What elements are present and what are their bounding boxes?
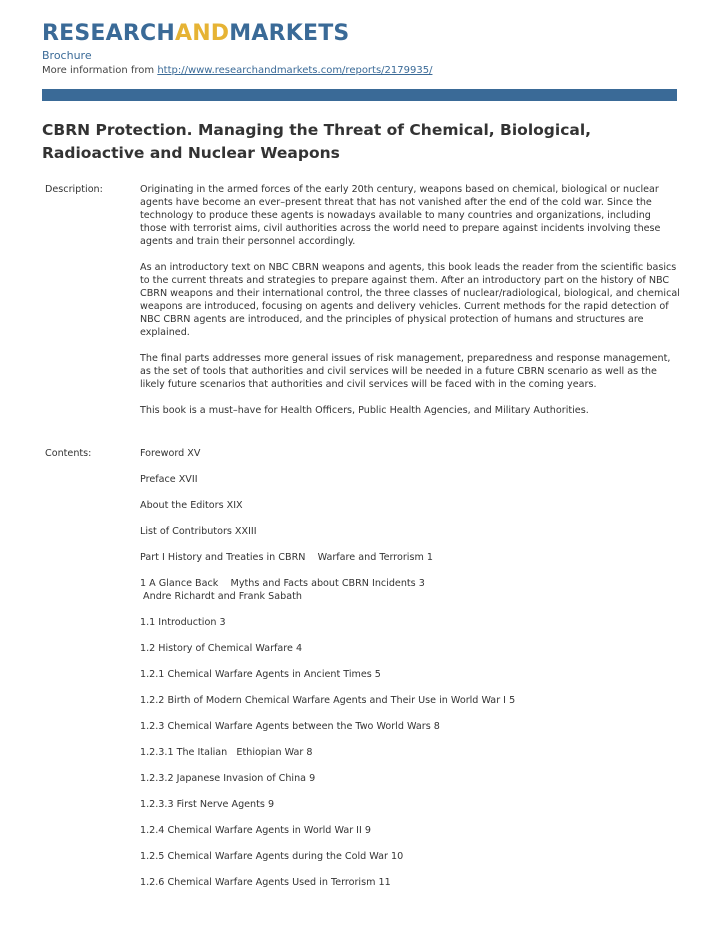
contents-entry: 1.2.3 Chemical Warfare Agents between the Two World Wars 8 xyxy=(140,721,440,732)
description-body xyxy=(140,183,680,430)
more-info-prefix: More information from xyxy=(42,65,158,76)
contents-entry: 1.2.3.3 First Nerve Agents 9 xyxy=(140,799,275,810)
contents-label: Contents: xyxy=(45,448,92,459)
description-paragraph: As an introductory text on NBC CBRN weapons and agents, this book leads the reader from the scientific basics to the current threats and strategies to prepare against them. After an introductory part on the history of NBC CBRN weapons and their international control, the three classes of nuclear/radiological, biological, and chemical weapons are introduced, focusing on agents and delivery vehicles. Current methods for the rapid detection of NBC CBRN agents are introduced, and the principles of physical protection of humans and structures are explained. xyxy=(140,262,680,338)
report-link[interactable]: http://www.researchandmarkets.com/reports/2179935/ xyxy=(157,65,433,76)
contents-entry: Preface XVII xyxy=(140,474,198,485)
description-paragraph: This book is a must–have for Health Officers, Public Health Agencies, and Military Authorities. xyxy=(140,405,589,416)
company-logo xyxy=(42,20,349,48)
contents-entry: 1 A Glance Back Myths and Facts about CBRN Incidents 3 Andre Richardt and Frank Sabath xyxy=(140,578,425,602)
contents-entry: 1.2.3.2 Japanese Invasion of China 9 xyxy=(140,773,316,784)
contents-entry: List of Contributors XXIII xyxy=(140,526,257,537)
logo-text-research: RESEARCH xyxy=(42,21,175,46)
contents-entry: Part I History and Treaties in CBRN Warfare and Terrorism 1 xyxy=(140,552,433,563)
logo-text-markets: MARKETS xyxy=(229,21,350,46)
contents-entry: About the Editors XIX xyxy=(140,500,243,511)
contents-entry: 1.2 History of Chemical Warfare 4 xyxy=(140,643,303,654)
description-paragraph: The final parts addresses more general issues of risk management, preparedness and response management, as the set of tools that authorities and civil services will be needed in a future CBRN scenario as well as the likely future scenarios that authorities and civil services will be faced with in the coming years. xyxy=(140,353,671,390)
contents-entry: 1.1 Introduction 3 xyxy=(140,617,226,628)
description-label: Description: xyxy=(45,184,103,195)
header-divider-bar xyxy=(42,89,677,101)
page-title: CBRN Protection. Managing the Threat of Chemical, Biological, Radioactive and Nuclear Weapons xyxy=(42,121,592,162)
contents-entry: 1.2.2 Birth of Modern Chemical Warfare Agents and Their Use in World War I 5 xyxy=(140,695,516,706)
description-paragraph: Originating in the armed forces of the early 20th century, weapons based on chemical, biological or nuclear agents have become an ever–present threat that has not vanished after the end of the cold war. Since the technology to produce these agents is nowadays available to many countries and organizations, including those with terrorist aims, civil authorities across the world need to prepare against incidents involving these agents and train their personnel accordingly. xyxy=(140,184,661,247)
contents-entry: Foreword XV xyxy=(140,448,201,459)
logo-text-and: AND xyxy=(174,21,230,46)
contents-entry: 1.2.6 Chemical Warfare Agents Used in Terrorism 11 xyxy=(140,877,391,888)
contents-entry: 1.2.3.1 The Italian Ethiopian War 8 xyxy=(140,747,313,758)
brochure-label: Brochure xyxy=(42,49,92,62)
contents-list xyxy=(140,447,680,902)
contents-entry: 1.2.1 Chemical Warfare Agents in Ancient Times 5 xyxy=(140,669,381,680)
contents-entry: 1.2.5 Chemical Warfare Agents during the Cold War 10 xyxy=(140,851,404,862)
more-info-line xyxy=(42,64,432,78)
contents-entry: 1.2.4 Chemical Warfare Agents in World War II 9 xyxy=(140,825,371,836)
